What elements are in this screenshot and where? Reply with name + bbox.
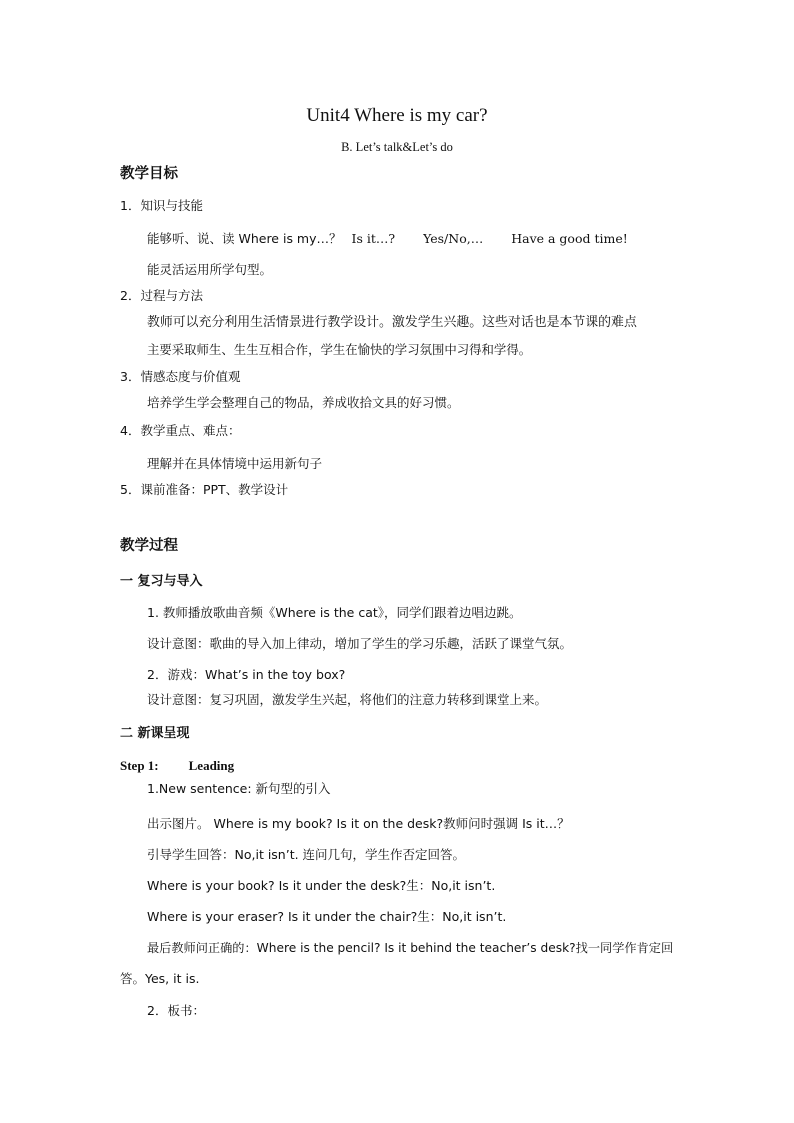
part-1-line-4: 设计意图：复习巩固，激发学生兴起，将他们的注意力转移到课堂上来。: [147, 692, 548, 707]
part-1-heading: 一 复习与导入: [120, 574, 203, 589]
part-2-line-6: 最后教师问正确的：Where is the pencil? Is it behind the teacher’s desk?找一同学作肯定回: [147, 941, 674, 955]
part-2-line-8: 2．板书：: [147, 1003, 205, 1018]
lesson-subtitle: B. Let’s talk&Let’s do: [341, 140, 453, 154]
goal-4-label: 4．教学重点、难点：: [120, 423, 241, 438]
goal-1-line-1: [147, 233, 628, 246]
part-2-heading: 二 新课呈现: [120, 726, 190, 741]
goal-2-label: 2．过程与方法: [120, 288, 203, 303]
goal-4-line-1: 理解并在具体情境中运用新句子: [147, 456, 323, 471]
goal-5-label: 5．课前准备：PPT、教学设计: [120, 482, 289, 497]
goal-1-text-c: Yes/No,…: [423, 231, 484, 246]
part-2-line-3: 引导学生回答：No,it isn’t. 连问几句，学生作否定回答。: [147, 847, 466, 862]
goal-1-line-2: 能灵活运用所学句型。: [147, 262, 273, 277]
goal-1-text-b: Is it…?: [351, 231, 396, 246]
part-2-line-4: Where is your book? Is it under the desk?生：No,it isn’t.: [147, 878, 496, 893]
lesson-title: Unit4 Where is my car?: [306, 105, 488, 126]
part-1-line-3: 2．游戏：What’s in the toy box?: [147, 667, 346, 682]
process-heading: 教学过程: [120, 538, 178, 554]
goal-1-label: 1．知识与技能: [120, 198, 203, 213]
part-2-line-7: 答。Yes, it is.: [120, 971, 200, 986]
goal-1-text-d: Have a good time!: [511, 231, 628, 246]
part-2-line-5: Where is your eraser? Is it under the chair?生：No,it isn’t.: [147, 909, 507, 924]
goal-2-line-1: 教师可以充分利用生活情景进行教学设计。激发学生兴趣。这些对话也是本节课的难点: [147, 315, 637, 330]
goal-3-line-1: 培养学生学会整理自己的物品，养成收拾文具的好习惯。: [147, 395, 460, 410]
step-1-line: [120, 759, 234, 773]
part-2-line-1: 1.New sentence: 新句型的引入: [147, 781, 331, 796]
part-1-line-2: 设计意图：歌曲的导入加上律动，增加了学生的学习乐趣，活跃了课堂气氛。: [147, 636, 573, 651]
goal-1-text-a: 能够听、说、读 Where is my…？: [147, 231, 342, 246]
part-2-line-2: 出示图片。 Where is my book? Is it on the desk?教师问时强调 Is it…？: [147, 816, 570, 831]
step-1-name: Leading: [188, 758, 235, 773]
part-1-line-1: 1. 教师播放歌曲音频《Where is the cat》，同学们跟着边唱边跳。: [147, 605, 522, 620]
goal-3-label: 3．情感态度与价值观: [120, 369, 241, 384]
step-1-label: Step 1:: [120, 758, 159, 773]
goal-2-line-2: 主要采取师生、生生互相合作，学生在愉快的学习氛围中习得和学得。: [147, 342, 532, 357]
goals-heading: 教学目标: [120, 166, 178, 182]
